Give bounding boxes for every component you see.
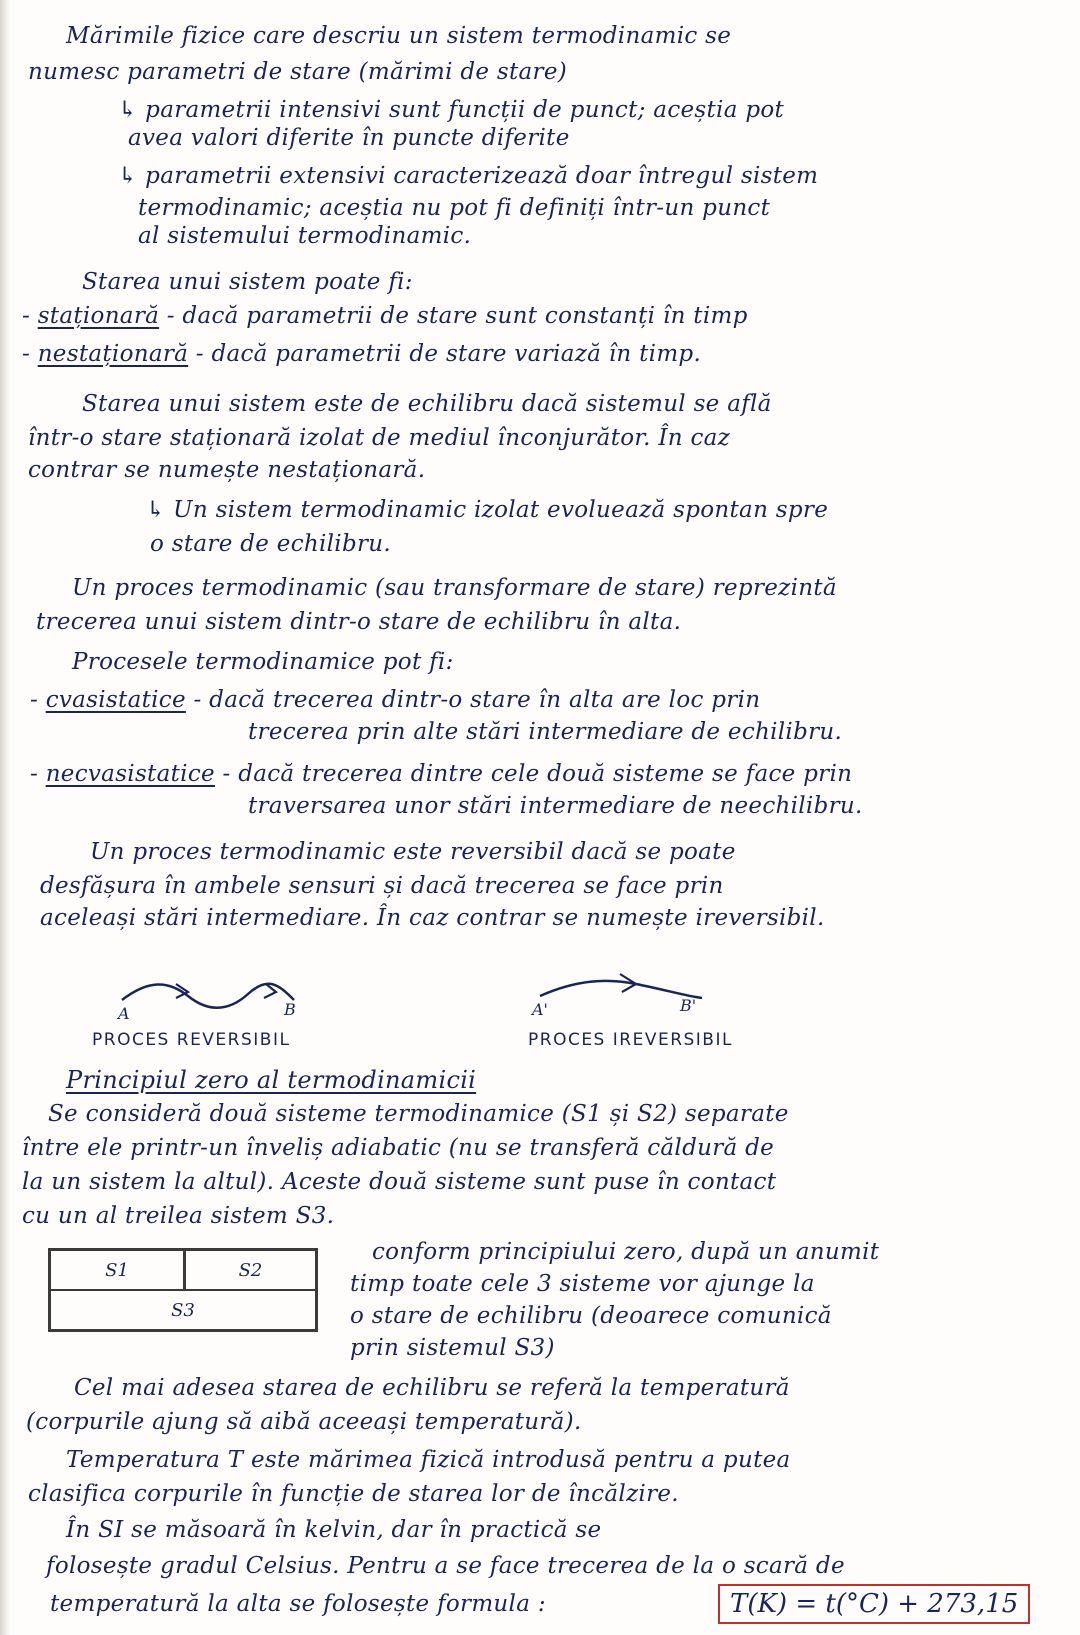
text-line: timp toate cele 3 sisteme vor ajunge la xyxy=(350,1271,815,1297)
text-line: folosește gradul Celsius. Pentru a se face trecerea de la o scară de xyxy=(46,1553,845,1579)
text-line: Procesele termodinamice pot fi: xyxy=(72,649,454,675)
definition-line: - nestaționară - dacă parametrii de stare variază în timp. xyxy=(22,341,702,367)
definition-text: - dacă parametrii de stare variază în timp. xyxy=(188,341,702,367)
temperature-formula: T(K) = t(°C) + 273,15 xyxy=(718,1584,1030,1624)
point-b-prime: B' xyxy=(680,996,697,1015)
term-stationary: staționară xyxy=(37,303,160,329)
text-line: Cel mai adesea starea de echilibru se referă la temperatură xyxy=(74,1375,790,1401)
text-line: Se consideră două sisteme termodinamice (S1 și S2) separate xyxy=(48,1101,789,1127)
text-line: Mărimile fizice care descriu un sistem termodinamic se xyxy=(66,23,732,49)
text-line: trecerea unui sistem dintr-o stare de echilibru în alta. xyxy=(36,609,682,635)
definition-line: - staționară - dacă parametrii de stare sunt constanți în timp xyxy=(22,303,748,329)
text-line: Un proces termodinamic este reversibil dacă se poate xyxy=(90,839,736,865)
text-line: (corpurile ajung să aibă aceeași temperatură). xyxy=(26,1409,582,1435)
text-line: temperatură la alta se folosește formula : xyxy=(50,1591,546,1617)
text-line: desfășura în ambele sensuri și dacă trecerea se face prin xyxy=(40,873,724,899)
text-line: o stare de echilibru (deoarece comunică xyxy=(350,1303,832,1329)
definition-line: - cvasistatice - dacă trecerea dintr-o stare în alta are loc prin xyxy=(30,687,761,713)
text-line: într-o stare staționară izolat de mediul înconjurător. În caz xyxy=(28,425,731,451)
point-a: A xyxy=(118,1004,130,1023)
text-line: Starea unui sistem poate fi: xyxy=(82,269,413,295)
text-line: la un sistem la altul). Aceste două sisteme sunt puse în contact xyxy=(22,1169,777,1195)
text-line: În SI se măsoară în kelvin, dar în practică se xyxy=(66,1517,602,1543)
section-heading: Principiul zero al termodinamicii xyxy=(66,1066,477,1094)
definition-text: - dacă trecerea dintre cele două sisteme se face prin xyxy=(214,761,853,787)
term-nonstationary: nestaționară xyxy=(37,341,189,367)
text-line: ↳ parametrii extensivi caracterizează doar întregul sistem xyxy=(118,163,819,189)
page-edge xyxy=(0,0,10,1635)
reversible-process-arrow xyxy=(118,978,298,1018)
text-line: o stare de echilibru. xyxy=(150,531,391,557)
text-line: numesc parametri de stare (mărimi de stare) xyxy=(28,59,568,85)
term-nonquasistatic: necvasistatice xyxy=(45,761,215,787)
term-quasistatic: cvasistatice xyxy=(45,687,186,713)
definition-line: - necvasistatice - dacă trecerea dintre cele două sisteme se face prin xyxy=(30,761,853,787)
text-line: ↳ Un sistem termodinamic izolat evoluează spontan spre xyxy=(146,497,829,523)
text-line: Temperatura T este mărimea fizică introdusă pentru a putea xyxy=(66,1447,791,1473)
text-line: al sistemului termodinamic. xyxy=(138,223,472,249)
text-line: ↳ parametrii intensivi sunt funcții de punct; aceștia pot xyxy=(118,97,785,123)
text-line: traversarea unor stări intermediare de neechilibru. xyxy=(248,793,863,819)
text-line: clasifica corpurile în funcție de starea lor de încălzire. xyxy=(28,1481,679,1507)
text-line: între ele printr-un înveliș adiabatic (nu se transferă căldură de xyxy=(22,1135,775,1161)
text-line: contrar se numește nestaționară. xyxy=(28,457,426,483)
text-line: prin sistemul S3) xyxy=(350,1335,555,1361)
text-line: Un proces termodinamic (sau transformare de stare) reprezintă xyxy=(72,575,837,601)
point-b: B xyxy=(284,1000,296,1019)
definition-text: - dacă trecerea dintr-o stare în alta are loc prin xyxy=(185,687,761,713)
irreversible-label: PROCES IREVERSIBIL xyxy=(528,1030,733,1050)
text-line: conform principiului zero, după un anumit xyxy=(372,1239,880,1265)
reversible-label: PROCES REVERSIBIL xyxy=(92,1030,291,1050)
definition-text: - dacă parametrii de stare sunt constanți în timp xyxy=(159,303,748,329)
text-line: cu un al treilea sistem S3. xyxy=(22,1203,335,1229)
system-s3: S3 xyxy=(171,1299,195,1321)
point-a-prime: A' xyxy=(532,1000,548,1019)
text-line: trecerea prin alte stări intermediare de echilibru. xyxy=(248,719,843,745)
system-s2: S2 xyxy=(186,1251,315,1291)
text-line: avea valori diferite în puncte diferite xyxy=(128,125,570,151)
system-s1: S1 xyxy=(51,1251,186,1291)
text-line: Starea unui sistem este de echilibru dacă sistemul se află xyxy=(82,391,772,417)
text-line: aceleași stări intermediare. În caz contrar se numește ireversibil. xyxy=(40,905,825,931)
text-line: termodinamic; aceștia nu pot fi definiți într-un punct xyxy=(138,195,771,221)
systems-diagram xyxy=(48,1248,318,1332)
